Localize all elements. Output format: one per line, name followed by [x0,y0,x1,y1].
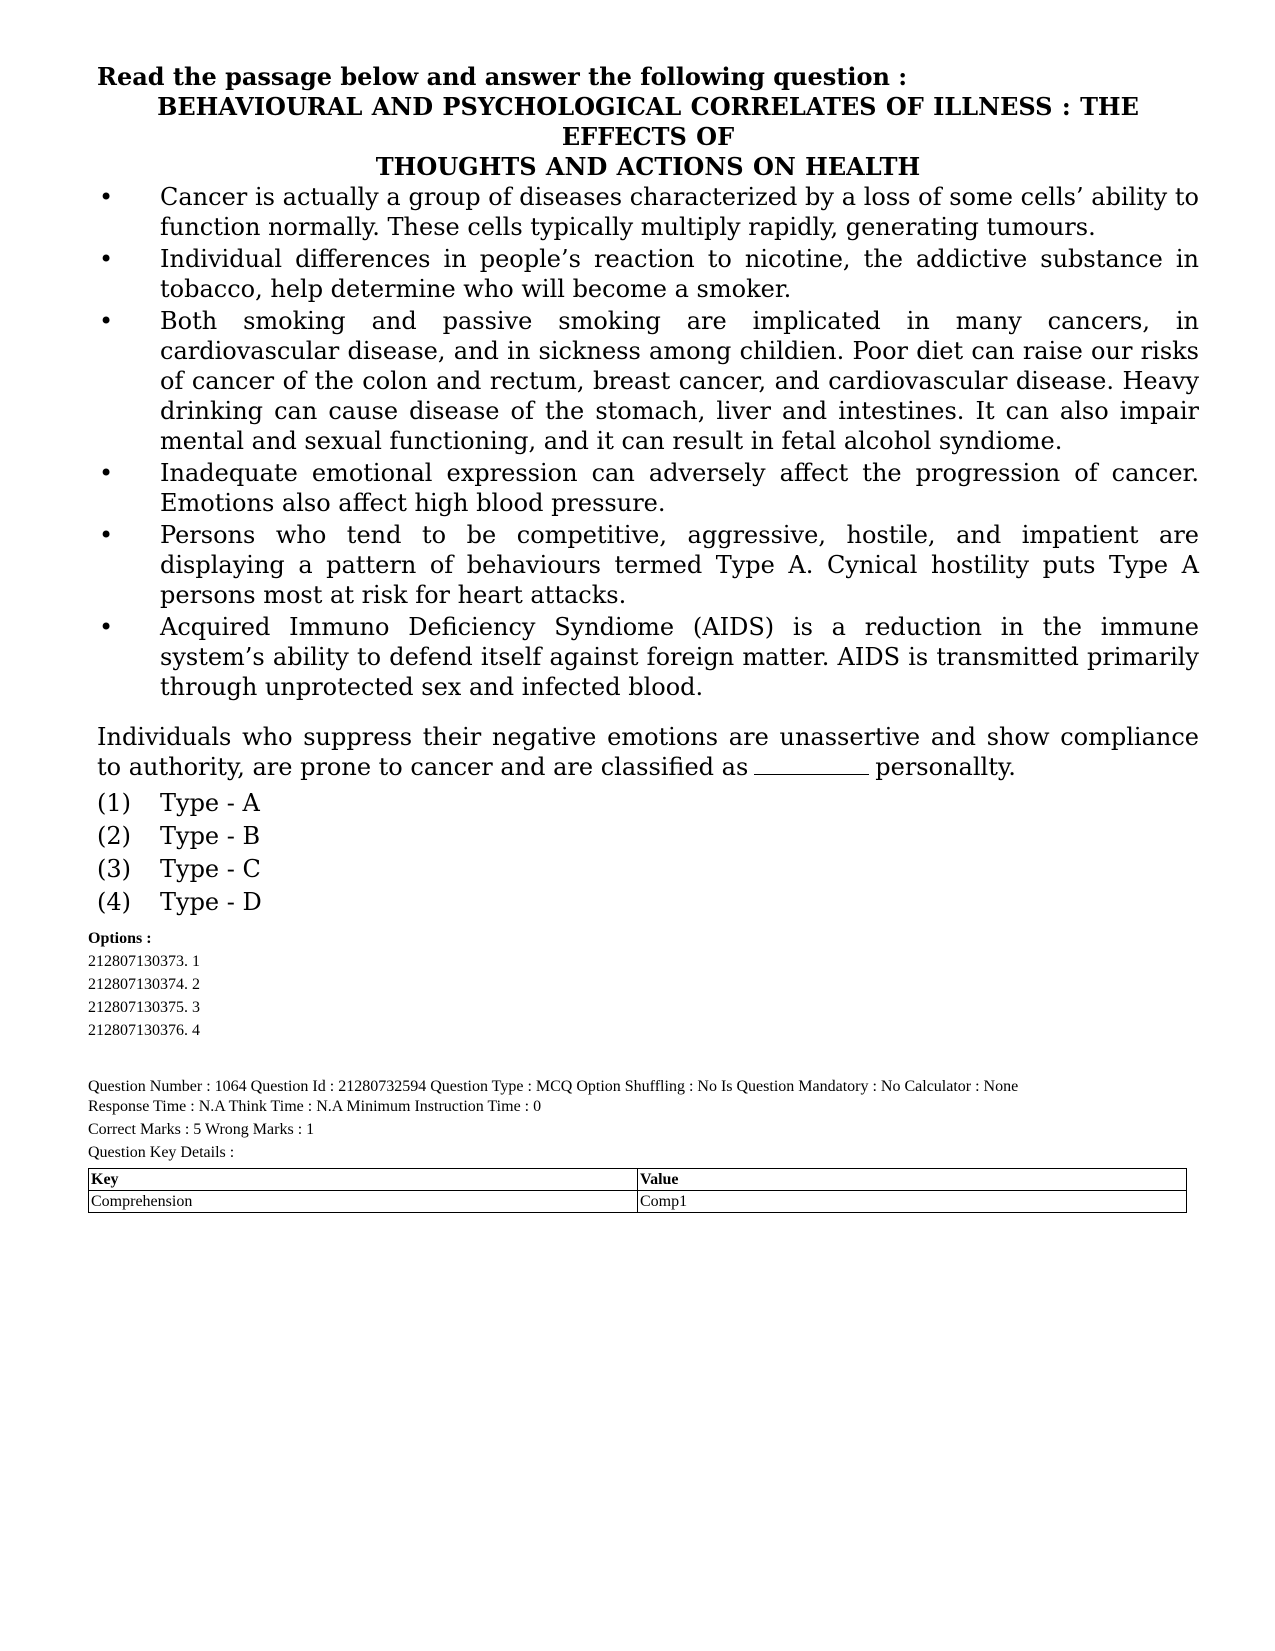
bullet-text: Both smoking and passive smoking are implicated in many cancers, in cardiovascular disease, and in sickness among childien. Poor diet can raise our risks of cancer of the colon and rectum, breast cancer, and cardiovascular disease. Heavy drinking can cause disease of the stomach, liver and intestines. It can also impair mental and sexual functioning, and it can result in fetal alcohol syndiome. [160,307,1199,455]
bullet-icon: • [99,183,114,211]
answer-choices [97,786,1199,918]
choice-number: (2) [97,821,131,850]
question-info-line-1: Question Number : 1064 Question Id : 21280732594 Question Type : MCQ Option Shuffling : No Is Question Mandatory : No Calculator : None [88,1078,1019,1095]
bullet-icon: • [99,613,114,641]
passage [97,62,1199,704]
bullet-text: Cancer is actually a group of diseases characterized by a loss of some cells’ ability to function normally. These cells typically multiply rapidly, generating tumours. [160,183,1199,241]
option-id: 212807130375. 3 [88,999,200,1016]
answer-choice [97,852,1199,885]
question-text [97,722,1199,782]
bullet-text: Individual differences in people’s reaction to nicotine, the addictive substance in tobacco, help determine who will become a smoker. [160,245,1199,303]
option-id: 212807130374. 2 [88,976,200,993]
table-header-value: Value [638,1169,1187,1191]
passage-bullet [97,182,1199,242]
choice-number: (1) [97,788,131,817]
passage-title-line-2: THOUGHTS AND ACTIONS ON HEALTH [375,152,921,181]
choice-number: (4) [97,887,131,916]
bullet-text: Persons who tend to be competitive, aggressive, hostile, and impatient are displaying a pattern of behaviours termed Type A. Cynical hostility puts Type A persons most at risk for heart attacks. [160,521,1199,609]
table-row [89,1191,1187,1213]
passage-intro: Read the passage below and answer the following question : [97,62,908,91]
answer-choice [97,885,1199,918]
passage-bullet [97,520,1199,610]
table-cell-key: Comprehension [89,1191,638,1213]
bullet-icon: • [99,245,114,273]
question-info-line-2: Response Time : N.A Think Time : N.A Minimum Instruction Time : 0 [88,1098,542,1115]
bullet-text: Acquired Immuno Deficiency Syndiome (AIDS) is a reduction in the immune system’s ability to defend itself against foreign matter. AIDS is transmitted primarily through unprotected sex and infected blood. [160,613,1199,701]
question-marks: Correct Marks : 5 Wrong Marks : 1 [88,1121,315,1138]
passage-bullet [97,306,1199,456]
bullet-text: Inadequate emotional expression can adversely affect the progression of cancer. Emotions also affect high blood pressure. [160,459,1199,517]
key-details-heading: Question Key Details : [88,1144,235,1161]
question-text-after-blank: personallty. [875,753,1016,781]
option-id: 212807130373. 1 [88,953,200,970]
bullet-icon: • [99,307,114,335]
choice-label: Type - C [160,854,261,883]
answer-choice [97,786,1199,819]
question-block [97,722,1199,918]
bullet-icon: • [99,521,114,549]
passage-title-line-1: BEHAVIOURAL AND PSYCHOLOGICAL CORRELATES OF ILLNESS : THE EFFECTS OF [157,92,1139,151]
table-header-key: Key [89,1169,638,1191]
passage-bullet-list [97,182,1199,702]
passage-bullet [97,612,1199,702]
choice-label: Type - B [160,821,261,850]
bullet-icon: • [99,459,114,487]
choice-label: Type - A [160,788,260,817]
options-heading: Options : [88,930,152,947]
key-details-table [88,1168,1187,1213]
passage-bullet [97,244,1199,304]
passage-bullet [97,458,1199,518]
answer-blank [754,754,869,775]
question-info [88,1077,1198,1117]
choice-label: Type - D [160,887,262,916]
answer-choice [97,819,1199,852]
table-header-row [89,1169,1187,1191]
question-text-before-blank: Individuals who suppress their negative emotions are unassertive and show compliance to authority, are prone to cancer and are classified as [97,723,1199,781]
option-id: 212807130376. 4 [88,1022,200,1039]
options-list [88,928,1198,1043]
choice-number: (3) [97,854,131,883]
table-cell-value: Comp1 [638,1191,1187,1213]
